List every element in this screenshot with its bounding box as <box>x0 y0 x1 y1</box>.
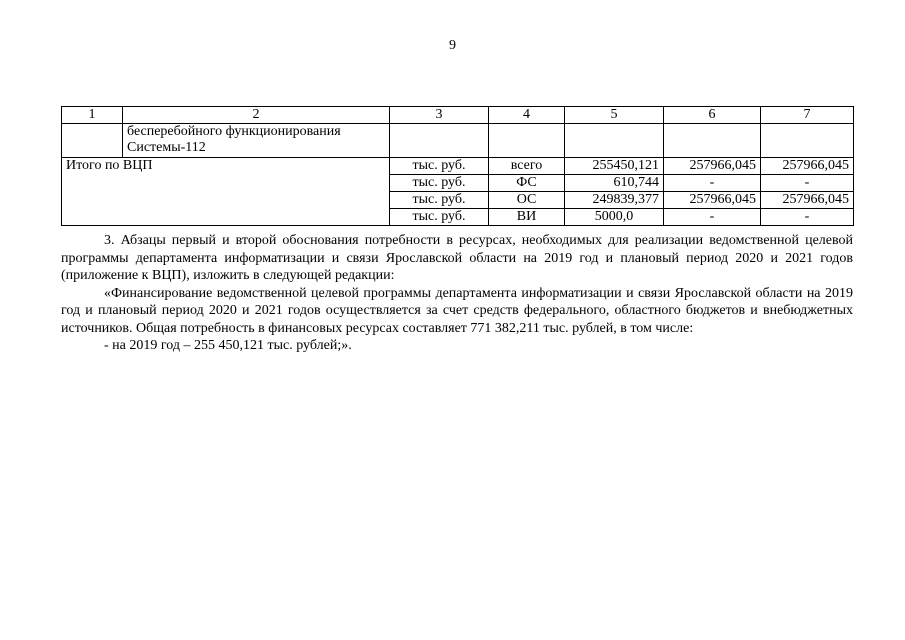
source-cell: ФС <box>489 175 565 192</box>
unit-cell: тыс. руб. <box>390 209 489 226</box>
value-cell: 257966,045 <box>761 158 854 175</box>
value-cell: 5000,0 <box>565 209 664 226</box>
table-row <box>62 158 854 175</box>
paragraph: - на 2019 год – 255 450,121 тыс. рублей;». <box>104 338 352 353</box>
source-cell: ВИ <box>489 209 565 226</box>
total-label: Итого по ВЦП <box>62 158 390 226</box>
value-cell: 249839,377 <box>565 192 664 209</box>
source-cell: всего <box>489 158 565 175</box>
column-header: 6 <box>664 107 761 124</box>
table-cell <box>565 124 664 158</box>
continuation-text: Системы-112 <box>127 140 206 155</box>
paragraph: «Финансирование ведомственной целевой программы департамента информатизации и связи Ярославской области на 2019 год и плановый период 2020 и 2021 годов осуществляется за счет средств федерального, областного бюджетов и внебюджетных источников. Общая потребность в финансовых ресурсах составляет 771 382,211 тыс. рублей, в том числе: <box>61 285 853 336</box>
table-cell <box>62 124 123 158</box>
value-cell: - <box>761 175 854 192</box>
value-cell: - <box>761 209 854 226</box>
unit-cell: тыс. руб. <box>390 192 489 209</box>
value-cell: - <box>664 175 761 192</box>
body-text <box>61 232 853 355</box>
continuation-text: бесперебойного функционирования <box>127 124 341 139</box>
table-cell <box>123 124 390 158</box>
value-cell: 257966,045 <box>761 192 854 209</box>
table-cell <box>664 124 761 158</box>
column-header: 2 <box>123 107 390 124</box>
value-cell: 257966,045 <box>664 158 761 175</box>
table-cell <box>390 124 489 158</box>
value-cell: - <box>664 209 761 226</box>
column-header: 7 <box>761 107 854 124</box>
table-header-row <box>62 107 854 124</box>
source-cell: ОС <box>489 192 565 209</box>
value-cell: 257966,045 <box>664 192 761 209</box>
column-header: 4 <box>489 107 565 124</box>
budget-table <box>61 106 854 226</box>
column-header: 3 <box>390 107 489 124</box>
column-header: 5 <box>565 107 664 124</box>
value-cell: 610,744 <box>565 175 664 192</box>
table-cell <box>489 124 565 158</box>
unit-cell: тыс. руб. <box>390 158 489 175</box>
value-cell: 255450,121 <box>565 158 664 175</box>
table-row <box>62 124 854 158</box>
page-number: 9 <box>449 38 456 53</box>
paragraph: 3. Абзацы первый и второй обоснования потребности в ресурсах, необходимых для реализации ведомственной целевой программы департамента информатизации и связи Ярославской области на 2019 год и плановый период 2020 и 2021 годов (приложение к ВЦП), изложить в следующей редакции: <box>61 233 853 283</box>
table-cell <box>761 124 854 158</box>
column-header: 1 <box>62 107 123 124</box>
unit-cell: тыс. руб. <box>390 175 489 192</box>
